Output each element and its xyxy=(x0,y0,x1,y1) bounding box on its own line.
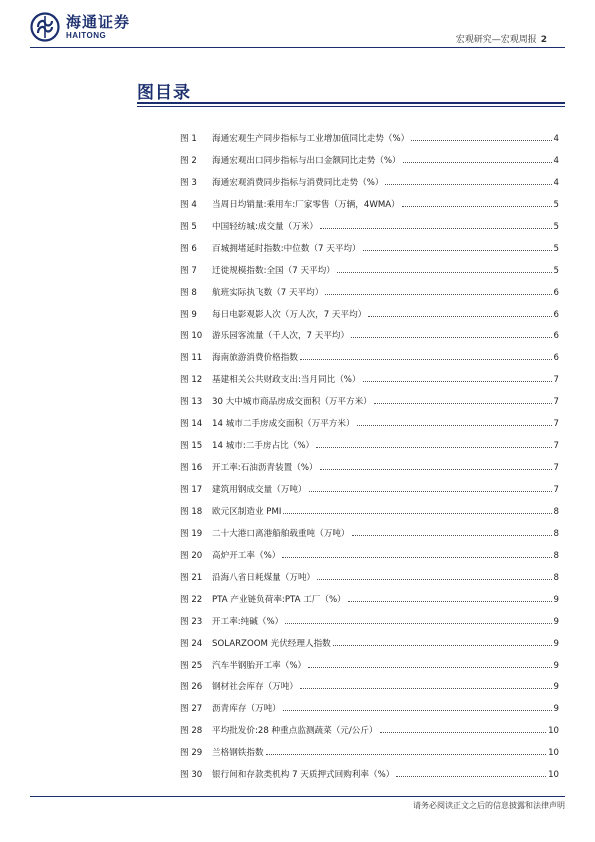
figure-page-number: 10 xyxy=(548,770,559,781)
figure-title: 银行间和存款类机构 7 天质押式回购利率（%） xyxy=(212,770,395,781)
figure-number: 图 10 xyxy=(180,331,203,342)
logo-chinese-name: 海通证券 xyxy=(66,12,131,31)
dot-leader xyxy=(337,272,552,273)
dot-leader xyxy=(348,601,552,602)
figure-title: 开工率:石油沥青装置（%） xyxy=(212,463,318,474)
figure-title: 钢材社会库存（万吨） xyxy=(212,682,298,693)
figure-page-number: 8 xyxy=(553,572,559,583)
figure-number: 图 29 xyxy=(180,748,203,759)
figure-page-number: 7 xyxy=(553,463,559,474)
figure-number: 图 3 xyxy=(180,177,197,188)
figure-title: 汽车半钢胎开工率（%） xyxy=(212,660,307,671)
figure-title: 14 城市:二手房占比（%） xyxy=(212,441,315,452)
dot-leader xyxy=(283,513,551,514)
figure-page-number: 7 xyxy=(553,375,559,386)
figure-list xyxy=(180,132,559,790)
figure-page-number: 7 xyxy=(553,397,559,408)
toc-entry[interactable] xyxy=(180,680,559,702)
toc-entry[interactable] xyxy=(180,659,559,681)
figure-page-number: 7 xyxy=(553,441,559,452)
figure-number: 图 20 xyxy=(180,550,203,561)
figure-number: 图 19 xyxy=(180,528,203,539)
figure-title: 游乐园客流量（千人次，7 天平均） xyxy=(212,331,350,342)
figure-number: 图 5 xyxy=(180,221,197,232)
toc-entry[interactable] xyxy=(180,198,559,220)
dot-leader xyxy=(300,688,552,689)
figure-number: 图 4 xyxy=(180,199,197,210)
figure-title: 当周日均销量:乘用车:厂家零售（万辆，4WMA） xyxy=(212,199,400,210)
figure-number: 图 17 xyxy=(180,485,203,495)
toc-entry[interactable] xyxy=(180,637,559,659)
toc-entry[interactable] xyxy=(180,702,559,724)
figure-number: 图 1 xyxy=(180,134,197,144)
toc-entry[interactable] xyxy=(180,483,559,505)
dot-leader xyxy=(285,623,551,624)
figure-title: 迁徙规模指数:全国（7 天平均） xyxy=(212,265,335,276)
figure-title: 高炉开工率（%） xyxy=(212,550,281,561)
figure-title: 中国轻纺城:成交量（万米） xyxy=(212,221,319,232)
toc-entry[interactable] xyxy=(180,527,559,549)
dot-leader xyxy=(309,491,552,492)
toc-entry[interactable] xyxy=(180,329,559,351)
dot-leader xyxy=(320,228,552,229)
figure-page-number: 9 xyxy=(553,616,559,627)
figure-page-number: 8 xyxy=(553,506,559,517)
figure-page-number: 4 xyxy=(553,155,559,166)
figure-page-number: 7 xyxy=(553,419,559,430)
toc-entry[interactable] xyxy=(180,132,559,154)
dot-leader xyxy=(385,184,551,185)
dot-leader xyxy=(333,645,552,646)
figure-number: 图 7 xyxy=(180,265,197,276)
dot-leader xyxy=(402,206,552,207)
figure-page-number: 10 xyxy=(548,726,559,737)
toc-entry[interactable] xyxy=(180,351,559,373)
figure-number: 图 30 xyxy=(180,770,203,781)
figure-page-number: 10 xyxy=(548,748,559,759)
figure-page-number: 5 xyxy=(553,221,559,232)
figure-number: 图 18 xyxy=(180,506,203,517)
figure-title: SOLARZOOM 光伏经理人指数 xyxy=(212,638,331,649)
toc-entry[interactable] xyxy=(180,286,559,308)
dot-leader xyxy=(368,316,551,317)
toc-entry[interactable] xyxy=(180,724,559,746)
figure-title: 每日电影观影人次（万人次，7 天平均） xyxy=(212,309,367,320)
toc-entry[interactable] xyxy=(180,395,559,417)
figure-title: 14 城市二手房成交面积（万平方米） xyxy=(212,419,355,430)
figure-number: 图 2 xyxy=(180,155,197,166)
title-divider-bold xyxy=(137,102,565,104)
figure-number: 图 25 xyxy=(180,660,203,671)
dot-leader xyxy=(380,732,547,733)
dot-leader xyxy=(374,403,552,404)
figure-page-number: 6 xyxy=(553,353,559,364)
dot-leader xyxy=(282,557,551,558)
figure-number: 图 14 xyxy=(180,419,203,430)
figure-number: 图 23 xyxy=(180,616,203,627)
figure-number: 图 8 xyxy=(180,287,197,298)
toc-entry[interactable] xyxy=(180,549,559,571)
dot-leader xyxy=(351,337,551,338)
figure-title: 平均批发价:28 种重点监测蔬菜（元/公斤） xyxy=(212,726,378,737)
dot-leader xyxy=(363,381,552,382)
figure-page-number: 9 xyxy=(553,638,559,649)
figure-page-number: 9 xyxy=(553,682,559,693)
legal-disclaimer: 请务必阅读正文之后的信息披露和法律声明 xyxy=(413,801,565,810)
running-header xyxy=(456,32,547,45)
figure-page-number: 5 xyxy=(553,265,559,276)
toc-entry[interactable] xyxy=(180,154,559,176)
figure-page-number: 4 xyxy=(553,177,559,188)
toc-entry[interactable] xyxy=(180,505,559,527)
figure-number: 图 15 xyxy=(180,441,203,452)
figure-number: 图 21 xyxy=(180,572,203,583)
dot-leader xyxy=(357,425,552,426)
figure-title: 海通宏观生产同步指标与工业增加值同比走势（%） xyxy=(212,134,410,144)
figure-title: PTA 产业链负荷率:PTA 工厂（%） xyxy=(212,594,346,605)
figure-title: 海通宏观消费同步指标与消费同比走势（%） xyxy=(212,177,384,188)
toc-entry[interactable] xyxy=(180,176,559,198)
figure-title: 基建相关公共财政支出:当月同比（%） xyxy=(212,375,361,386)
dot-leader xyxy=(396,776,546,777)
dot-leader xyxy=(320,469,552,470)
dot-leader xyxy=(411,140,551,141)
figure-number: 图 26 xyxy=(180,682,203,693)
figure-title: 兰格钢铁指数 xyxy=(212,748,264,759)
haitong-emblem-icon xyxy=(30,12,60,42)
report-type: 宏观研究—宏观周报 xyxy=(455,35,537,45)
figure-page-number: 4 xyxy=(553,134,559,144)
toc-entry[interactable] xyxy=(180,593,559,615)
toc-entry[interactable] xyxy=(180,746,559,768)
figure-number: 图 9 xyxy=(180,309,197,320)
toc-entry[interactable] xyxy=(180,264,559,286)
toc-entry[interactable] xyxy=(180,220,559,242)
page-number: 2 xyxy=(540,35,547,45)
figure-title: 二十大港口离港船舶载重吨（万吨） xyxy=(212,528,350,539)
dot-leader xyxy=(352,535,552,536)
figure-title: 百城拥堵延时指数:中位数（7 天平均） xyxy=(212,243,361,254)
figure-page-number: 7 xyxy=(553,485,559,495)
figure-number: 图 12 xyxy=(180,375,203,386)
toc-entry[interactable] xyxy=(180,615,559,637)
haitong-logo xyxy=(30,12,130,42)
toc-entry[interactable] xyxy=(180,571,559,593)
logo-english-name: HAITONG xyxy=(66,30,107,40)
dot-leader xyxy=(403,162,552,163)
figure-page-number: 9 xyxy=(553,660,559,671)
figure-number: 图 11 xyxy=(180,353,203,364)
figure-number: 图 6 xyxy=(180,243,197,254)
toc-entry[interactable] xyxy=(180,461,559,483)
toc-entry[interactable] xyxy=(180,417,559,439)
figure-title: 30 大中城市商品房成交面积（万平方米） xyxy=(212,397,372,408)
toc-entry[interactable] xyxy=(180,439,559,461)
footer-divider xyxy=(30,796,565,797)
toc-title: 图目录 xyxy=(137,83,191,103)
figure-page-number: 5 xyxy=(553,243,559,254)
figure-page-number: 6 xyxy=(553,309,559,320)
dot-leader xyxy=(283,710,552,711)
figure-page-number: 8 xyxy=(553,528,559,539)
figure-title: 海南旅游消费价格指数 xyxy=(212,353,298,364)
dot-leader xyxy=(316,447,551,448)
figure-number: 图 27 xyxy=(180,704,203,715)
header-divider xyxy=(30,47,565,48)
dot-leader xyxy=(317,579,551,580)
dot-leader xyxy=(325,294,551,295)
figure-page-number: 9 xyxy=(553,594,559,605)
figure-title: 欧元区制造业 PMI xyxy=(212,506,282,517)
figure-title: 沿海八省日耗煤量（万吨） xyxy=(212,572,316,583)
figure-title: 建筑用钢成交量（万吨） xyxy=(212,485,307,495)
toc-entry[interactable] xyxy=(180,768,559,790)
dot-leader xyxy=(308,667,551,668)
figure-number: 图 22 xyxy=(180,594,203,605)
figure-page-number: 9 xyxy=(553,704,559,715)
figure-number: 图 16 xyxy=(180,463,203,474)
figure-number: 图 24 xyxy=(180,638,203,649)
figure-number: 图 13 xyxy=(180,397,203,408)
figure-title: 开工率:纯碱（%） xyxy=(212,616,284,627)
figure-title: 沥青库存（万吨） xyxy=(212,704,281,715)
figure-number: 图 28 xyxy=(180,726,203,737)
toc-entry[interactable] xyxy=(180,242,559,264)
dot-leader xyxy=(266,754,546,755)
figure-title: 海通宏观出口同步指标与出口金额同比走势（%） xyxy=(212,155,401,166)
figure-title: 航班实际执飞数（7 天平均） xyxy=(212,287,324,298)
toc-entry[interactable] xyxy=(180,373,559,395)
dot-leader xyxy=(363,250,552,251)
toc-entry[interactable] xyxy=(180,308,559,330)
title-divider-thin xyxy=(137,106,565,107)
figure-page-number: 6 xyxy=(553,331,559,342)
figure-page-number: 5 xyxy=(553,199,559,210)
dot-leader xyxy=(300,359,552,360)
figure-page-number: 6 xyxy=(553,287,559,298)
figure-page-number: 8 xyxy=(553,550,559,561)
